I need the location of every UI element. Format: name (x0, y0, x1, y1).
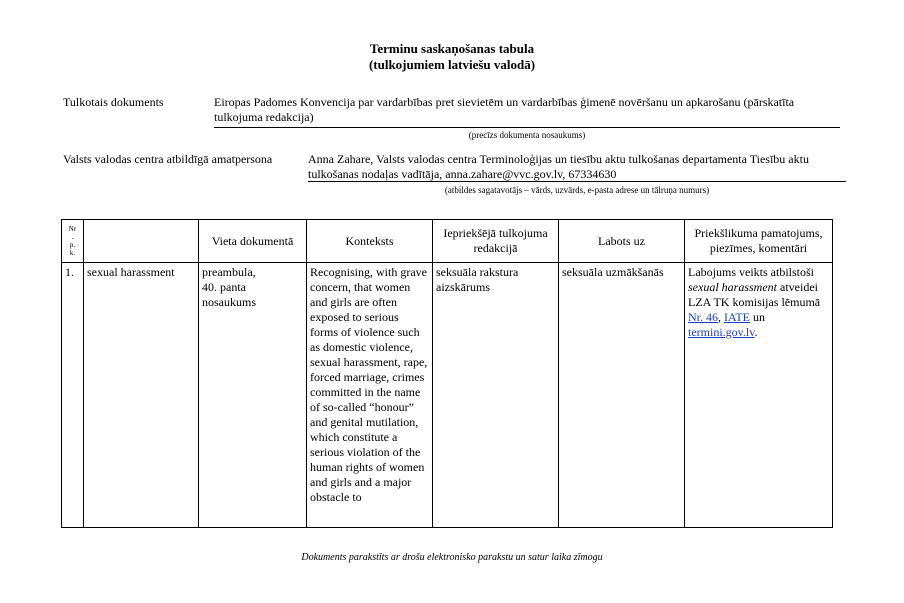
header-corrected: Labots uz (559, 220, 685, 263)
link-iate[interactable]: IATE (724, 310, 750, 324)
header-location: Vieta dokumentā (199, 220, 307, 263)
header-previous: Iepriekšējā tulkojuma redakcijā (433, 220, 559, 263)
official-value: Anna Zahare, Valsts valodas centra Terminoloģijas un tiesību aktu tulkošanas departamenta Tiesību aktu tulkošanas nodaļas vadītāja, anna.zahare@vvc.gov.lv, 67334630 (308, 152, 809, 181)
terms-table (61, 219, 833, 528)
footer-signature-note: Dokuments parakstīts ar drošu elektronisko parakstu un satur laika zīmogu (301, 552, 603, 563)
cell-location: preambula, 40. panta nosaukums (199, 263, 307, 528)
document-value: Eiropas Padomes Konvencija par vardarbības pret sievietēm un vardarbības ģimenē novēršanu un apkarošanu (pārskatīta tulkojuma redakcija) (214, 95, 795, 124)
italic-term: sexual harassment (688, 280, 777, 294)
official-underline (308, 181, 846, 182)
header-term (84, 220, 199, 263)
header-justification: Priekšlikuma pamatojums, piezīmes, komentāri (685, 220, 833, 263)
header-context: Konteksts (307, 220, 433, 263)
header-nr: Nr . p. k. (62, 220, 84, 263)
cell-context: Recognising, with grave concern, that women and girls are often exposed to serious forms of violence such as domestic violence, sexual harassment, rape, forced marriage, crimes committed in the name of so-called “honour” and genital mutilation, which constitute a serious violation of the human rights of women and girls and a major obstacle to (307, 263, 433, 528)
page-subtitle: (tulkojumiem latviešu valodā) (368, 57, 536, 72)
cell-justification: Labojums veikts atbilstoši sexual harassment atveidei LZA TK komisijas lēmumā Nr. 46, IATE un termini.gov.lv. (685, 263, 833, 528)
document-label: Tulkotais dokuments (63, 95, 164, 109)
official-note: (atbildes sagatavotājs – vārds, uzvārds, e-pasta adrese un tālruņa numurs) (444, 185, 710, 195)
cell-term: sexual harassment (84, 263, 199, 528)
table-row (62, 263, 833, 528)
cell-nr: 1. (62, 263, 84, 528)
official-label: Valsts valodas centra atbildīgā amatpersona (63, 152, 273, 166)
link-nr-46[interactable]: Nr. 46 (688, 310, 718, 324)
cell-corrected: seksuāla uzmākšanās (559, 263, 685, 528)
document-underline (214, 127, 840, 128)
link-termini[interactable]: termini.gov.lv (688, 325, 755, 339)
page-title: Terminu saskaņošanas tabula (369, 41, 535, 56)
cell-previous: seksuāla rakstura aizskārums (433, 263, 559, 528)
table-header-row (62, 220, 833, 263)
document-note: (precīzs dokumenta nosaukums) (468, 130, 586, 140)
